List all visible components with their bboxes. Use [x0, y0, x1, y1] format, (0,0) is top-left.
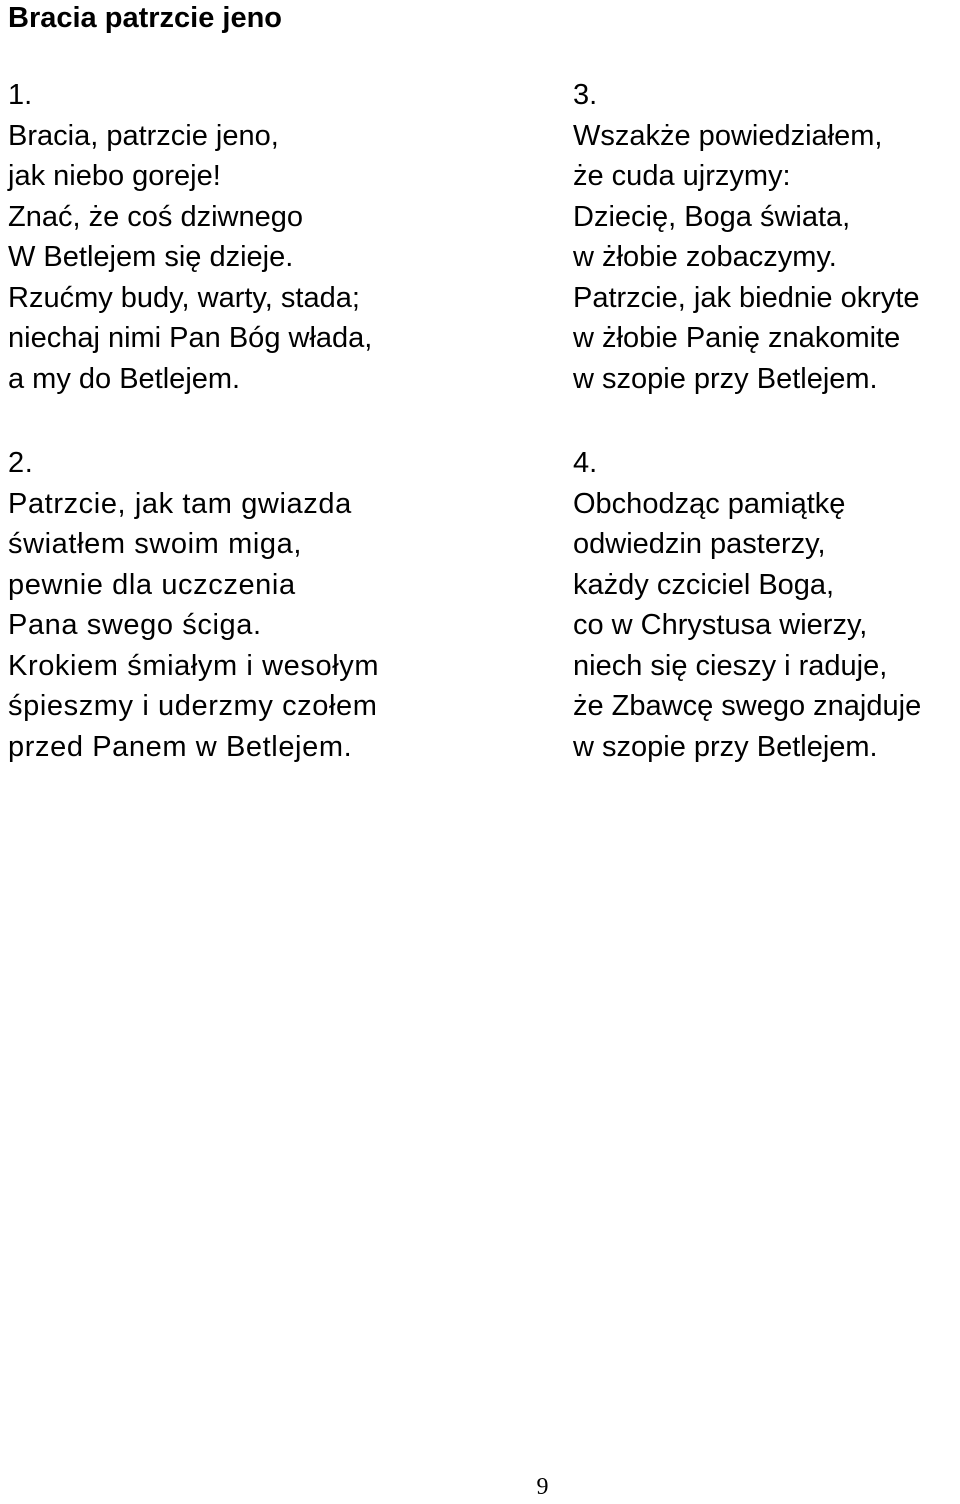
stanza-line: Znać, że coś dziwnego [8, 200, 303, 233]
stanza-line: że Zbawcę swego znajduje [573, 690, 922, 722]
stanza-1 [8, 75, 372, 399]
stanza-4 [573, 443, 921, 767]
stanza-line: Obchodząc pamiątkę [573, 487, 846, 520]
stanza-line: Bracia, patrzcie jeno, [8, 119, 279, 152]
stanza-line: pewnie dla uczczenia [8, 568, 296, 601]
stanza-line: śpieszmy i uderzmy czołem [8, 690, 378, 722]
stanza-line: Dziecię, Boga świata, [573, 200, 851, 233]
stanza-number: 2. [8, 447, 34, 479]
stanza-number: 1. [8, 79, 33, 111]
stanza-line: jak niebo goreje! [8, 160, 221, 192]
stanza-line: w żłobie Panię znakomite [573, 322, 901, 354]
stanza-2 [8, 443, 379, 767]
stanza-line: w żłobie zobaczymy. [573, 241, 837, 273]
stanza-line: Wszakże powiedziałem, [573, 119, 883, 152]
stanza-line: W Betlejem się dzieje. [8, 241, 294, 273]
stanza-line: Pana swego ściga. [8, 609, 262, 641]
stanza-number: 3. [573, 79, 598, 111]
stanza-line: w szopie przy Betlejem. [573, 730, 878, 763]
stanza-line: Rzućmy budy, warty, stada; [8, 281, 360, 314]
stanza-line: przed Panem w Betlejem. [8, 730, 353, 763]
stanza-line: że cuda ujrzymy: [573, 160, 791, 192]
stanza-line: co w Chrystusa wierzy, [573, 609, 868, 641]
stanza-line: niech się cieszy i raduje, [573, 649, 888, 682]
stanza-line: Patrzcie, jak biednie okryte [573, 281, 920, 314]
stanza-line: a my do Betlejem. [8, 362, 241, 395]
stanza-3 [573, 75, 920, 399]
page-number: 9 [536, 1474, 549, 1500]
stanza-line: odwiedzin pasterzy, [573, 528, 826, 560]
stanza-line: w szopie przy Betlejem. [573, 362, 878, 395]
stanza-line: Krokiem śmiałym i wesołym [8, 649, 380, 682]
stanza-line: Patrzcie, jak tam gwiazda [8, 487, 352, 520]
stanza-line: każdy czciciel Boga, [573, 568, 835, 601]
stanza-line: niechaj nimi Pan Bóg włada, [8, 322, 373, 354]
stanza-line: światłem swoim miga, [8, 528, 302, 560]
song-title: Bracia patrzcie jeno [8, 2, 282, 34]
stanza-number: 4. [573, 447, 598, 479]
